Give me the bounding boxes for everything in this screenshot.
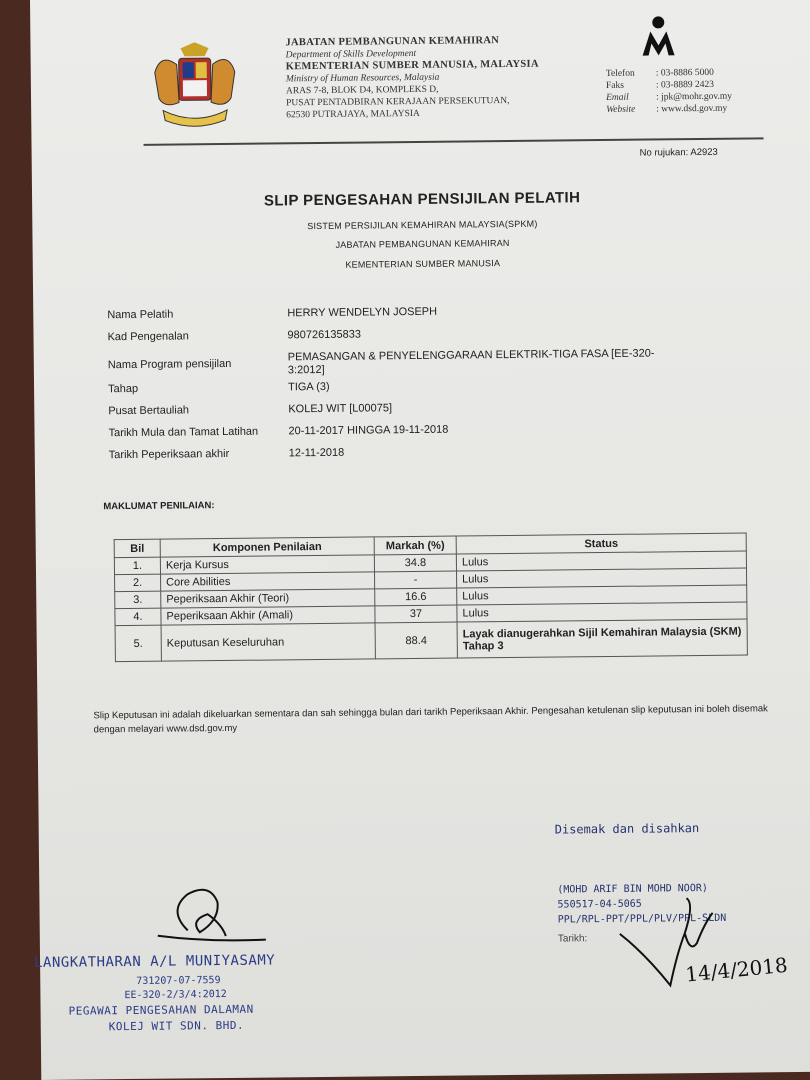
right-signatory-position: PPL/RPL-PPT/PPL/PLV/PPL-SLDN bbox=[557, 912, 727, 926]
col-header: Status bbox=[456, 533, 746, 554]
subtitle-2: JABATAN PEMBANGUNAN KEMAHIRAN bbox=[335, 237, 510, 250]
contact-value: : 03-8889 2423 bbox=[655, 79, 715, 91]
cell-bil: 4. bbox=[115, 608, 161, 625]
info-value: KOLEJ WIT [L00075] bbox=[288, 402, 393, 416]
left-signatory-org: KOLEJ WIT SDN. BHD. bbox=[108, 1018, 245, 1034]
cell-component: Peperiksaan Akhir (Amali) bbox=[161, 606, 375, 625]
date-label: Tarikh: bbox=[557, 933, 588, 945]
verified-heading: Disemak dan disahkan bbox=[554, 821, 700, 837]
info-label: Nama Program pensijilan bbox=[107, 357, 232, 372]
info-value: 980726135833 bbox=[287, 328, 362, 342]
cell-mark: 16.6 bbox=[375, 588, 457, 606]
cell-mark: 37 bbox=[375, 605, 457, 623]
header-divider bbox=[144, 137, 764, 145]
assessment-table bbox=[114, 533, 748, 663]
subtitle-1: SISTEM PERSIJILAN KEMAHIRAN MALAYSIA(SPKM) bbox=[307, 218, 538, 232]
contact-value: : www.dsd.gov.my bbox=[656, 103, 728, 115]
right-signatory-name: (MOHD ARIF BIN MOHD NOOR) bbox=[557, 882, 708, 896]
cell-status: Lulus bbox=[457, 568, 747, 588]
cell-status: Lulus bbox=[457, 585, 747, 605]
dept-name-en: Department of Skills Development bbox=[285, 48, 417, 61]
letterhead bbox=[285, 35, 539, 122]
address-line-2: PUSAT PENTADBIRAN KERAJAAN PERSEKUTUAN, bbox=[286, 95, 510, 109]
cell-component: Core Abilities bbox=[161, 572, 375, 591]
info-row-exam-date bbox=[109, 443, 689, 471]
info-label: Tarikh Mula dan Tamat Latihan bbox=[108, 425, 259, 440]
col-header: Komponen Penilaian bbox=[160, 537, 374, 557]
cell-bil: 5. bbox=[115, 625, 161, 661]
document-page bbox=[30, 0, 810, 1080]
subtitle-3: KEMENTERIAN SUMBER MANUSIA bbox=[345, 258, 501, 270]
left-signatory-id: 731207-07-7559 bbox=[136, 975, 221, 987]
contact-value: : jpk@mohr.gov.my bbox=[656, 91, 733, 103]
cell-mark: - bbox=[375, 571, 457, 589]
cell-bil: 2. bbox=[115, 574, 161, 591]
dept-name-ms: JABATAN PEMBANGUNAN KEMAHIRAN bbox=[285, 35, 500, 49]
info-value: HERRY WENDELYN JOSEPH bbox=[287, 305, 438, 320]
left-signatory-code: EE-320-2/3/4:2012 bbox=[124, 988, 227, 1002]
cell-status: Lulus bbox=[457, 602, 747, 622]
left-signature-icon bbox=[147, 879, 278, 950]
info-label: Tahap bbox=[108, 382, 139, 396]
ministry-name-en: Ministry of Human Resources, Malaysia bbox=[285, 72, 440, 85]
handwritten-date: 14/4/2018 bbox=[684, 952, 789, 987]
col-header: Markah (%) bbox=[374, 536, 456, 555]
info-value: 12-11-2018 bbox=[288, 446, 345, 460]
left-signatory-position: PEGAWAI PENGESAHAN DALAMAN bbox=[68, 1002, 254, 1018]
info-value: PEMASANGAN & PENYELENGGARAAN ELEKTRIK-TIGA FASA [EE-320-3:2012] bbox=[287, 347, 655, 377]
info-label: Pusat Bertauliah bbox=[108, 404, 190, 418]
contact-block bbox=[606, 67, 732, 116]
contact-label: Faks bbox=[605, 80, 624, 91]
cell-status: Lulus bbox=[456, 551, 746, 571]
col-header: Bil bbox=[114, 539, 160, 557]
table-row bbox=[115, 619, 747, 662]
cell-component: Peperiksaan Akhir (Teori) bbox=[161, 589, 375, 608]
contact-website bbox=[606, 103, 732, 116]
info-label: Tarikh Peperiksaan akhir bbox=[108, 447, 230, 462]
contact-label: Website bbox=[606, 104, 636, 115]
info-label: Nama Pelatih bbox=[107, 308, 174, 322]
cell-bil: 3. bbox=[115, 591, 161, 608]
info-value: TIGA (3) bbox=[288, 380, 330, 394]
info-label: Kad Pengenalan bbox=[107, 330, 189, 344]
right-signatory-id: 550517-04-5065 bbox=[557, 898, 642, 911]
contact-label: Telefon bbox=[605, 68, 635, 79]
malaysia-crest-icon bbox=[150, 42, 239, 133]
document-title: SLIP PENGESAHAN PENSIJILAN PELATIH bbox=[263, 189, 581, 210]
cell-mark: 34.8 bbox=[374, 554, 456, 572]
assessment-heading: MAKLUMAT PENILAIAN: bbox=[103, 500, 215, 513]
jpk-logo-icon bbox=[640, 15, 676, 59]
validity-note: Slip Keputusan ini adalah dikeluarkan sementara dan sah sehingga bulan dari tarikh Peperiksaan Akhir. Pengesahan ketulenan slip keputusan ini boleh disemak dengan melayari www.dsd.gov.my bbox=[93, 703, 768, 736]
reference-number: No rujukan: A2923 bbox=[639, 146, 718, 159]
address-line-3: 62530 PUTRAJAYA, MALAYSIA bbox=[286, 108, 420, 121]
ministry-name-ms: KEMENTERIAN SUMBER MANUSIA, MALAYSIA bbox=[285, 58, 539, 73]
cell-component: Keputusan Keseluruhan bbox=[161, 623, 375, 661]
address-line-1: ARAS 7-8, BLOK D4, KOMPLEKS D, bbox=[285, 84, 439, 97]
cell-status: Layak dianugerahkan Sijil Kemahiran Malaysia (SKM) Tahap 3 bbox=[457, 619, 747, 658]
cell-component: Kerja Kursus bbox=[160, 555, 374, 574]
contact-label: Email bbox=[606, 92, 629, 103]
info-value: 20-11-2017 HINGGA 19-11-2018 bbox=[288, 423, 449, 438]
cell-bil: 1. bbox=[114, 557, 160, 574]
left-signatory-name: LANGKATHARAN A/L MUNIYASAMY bbox=[34, 952, 276, 972]
cell-mark: 88.4 bbox=[375, 622, 457, 659]
trainee-info bbox=[107, 303, 689, 471]
contact-value: : 03-8886 5000 bbox=[655, 67, 714, 79]
